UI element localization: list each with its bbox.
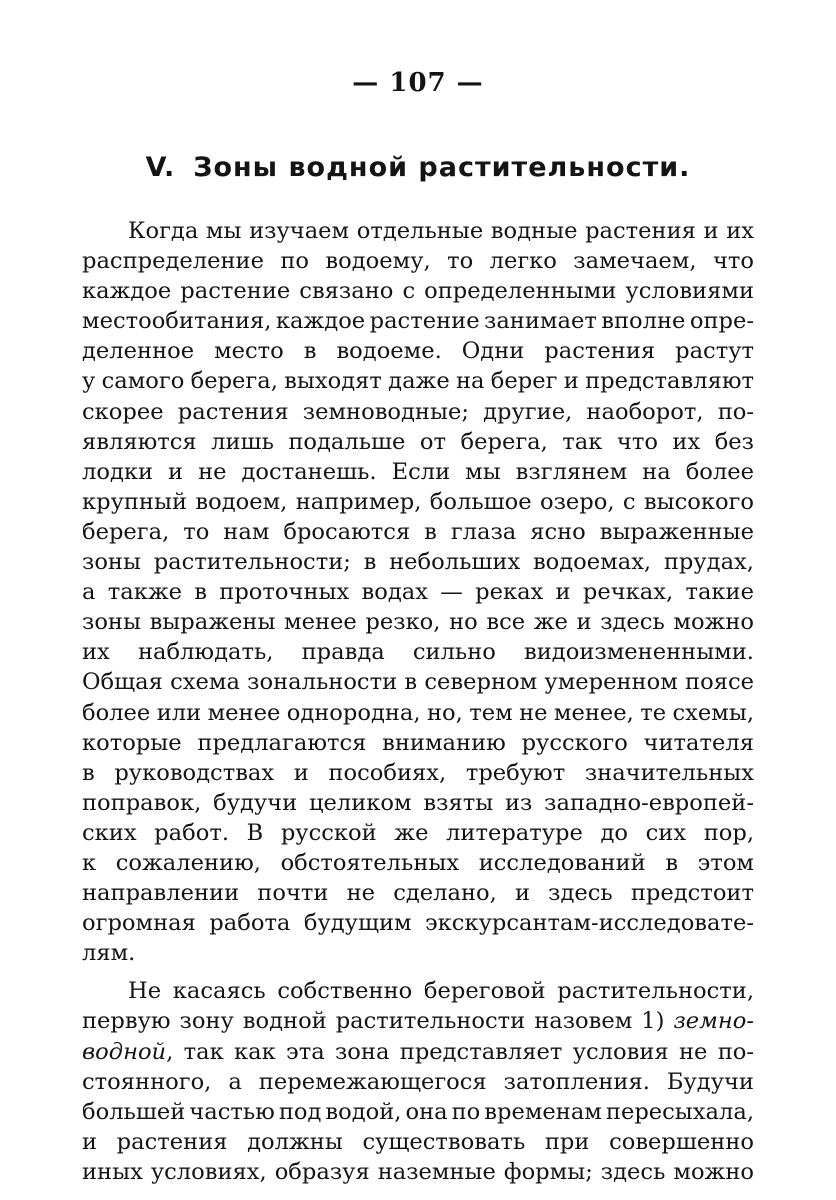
text-line bbox=[82, 1006, 754, 1036]
body-text bbox=[82, 216, 754, 1187]
italic-term: земно- bbox=[673, 1008, 754, 1035]
text-line: лям. bbox=[82, 940, 136, 967]
text-line: распределение по водоему, то легко замечаем, что bbox=[82, 248, 754, 275]
text-line: Когда мы изучаем отдельные водные растения и их bbox=[128, 218, 754, 244]
text-line: каждое растение связано с определенными условиями bbox=[82, 278, 754, 305]
chapter-number: V. bbox=[145, 152, 176, 183]
chapter-title: Зоны водной растительности. bbox=[193, 152, 691, 183]
text-line: зоны растительности; в небольших водоемах, прудах, bbox=[82, 549, 754, 576]
text-line: направлении почти не сделано, и здесь предстоит bbox=[82, 880, 754, 907]
chapter-heading bbox=[0, 152, 836, 183]
text-line: Общая схема зональности в северном умеренном поясе bbox=[82, 669, 754, 696]
text-line bbox=[82, 1037, 754, 1067]
text-line: в руководствах и пособиях, требуют значительных bbox=[82, 759, 754, 786]
text-line: ских работ. В русской же литературе до сих пор, bbox=[82, 819, 754, 846]
text-line: Не касаясь собственно береговой растительности, bbox=[128, 978, 754, 1005]
text-line: стоянного, а перемежающегося затопления. Будучи bbox=[82, 1068, 754, 1095]
text-line: которые предлагаются вниманию русского читателя bbox=[82, 729, 754, 756]
text-line: а также в проточных водах — реках и речках, такие bbox=[82, 579, 754, 606]
text-line: берега, то нам бросаются в глаза ясно выраженные bbox=[82, 518, 754, 545]
text-line: их наблюдать, правда сильно видоизмененными. bbox=[82, 639, 754, 666]
text-line: и растения должны существовать при совершенно bbox=[82, 1128, 754, 1155]
paragraph-gap bbox=[82, 968, 754, 976]
text-line: являются лишь подальше от берега, так что их без bbox=[82, 428, 754, 455]
text-line: огромная работа будущим экскурсантам-исследовате- bbox=[82, 910, 754, 937]
text-line: иных условиях, образуя наземные формы; здесь можно bbox=[82, 1158, 754, 1185]
paragraph-2 bbox=[82, 976, 754, 1187]
text-line: зоны выражены менее резко, но все же и здесь можно bbox=[82, 609, 754, 636]
text-line: крупный водоем, например, большое озеро, с высокого bbox=[82, 488, 754, 515]
italic-term: водной bbox=[82, 1038, 167, 1065]
text-line: к сожалению, обстоятельных исследований в этом bbox=[82, 849, 754, 876]
text-line: у самого берега, выходят даже на берег и представляют bbox=[82, 368, 754, 395]
text-line: более или менее однородна, но, тем не менее, те схемы, bbox=[82, 699, 754, 726]
text-line: местообитания, каждое растение занимает вполне опре- bbox=[82, 308, 754, 335]
text-segment: , так как эта зона представляет условия не по- bbox=[166, 1038, 754, 1065]
text-line: деленное место в водоеме. Одни растения растут bbox=[82, 338, 754, 365]
text-line: лодки и не достанешь. Если мы взглянем на более bbox=[82, 458, 754, 485]
paragraph-1 bbox=[82, 216, 754, 968]
text-line: поправок, будучи целиком взяты из западно-европей- bbox=[82, 789, 754, 816]
text-line: скорее растения земноводные; другие, наоборот, по- bbox=[82, 398, 754, 425]
text-segment: первую зону водной растительности назовем 1) bbox=[82, 1008, 674, 1035]
page-number: — 107 — bbox=[352, 68, 484, 98]
text-line: большей частью под водой, она по временам пересыхала, bbox=[82, 1098, 754, 1125]
